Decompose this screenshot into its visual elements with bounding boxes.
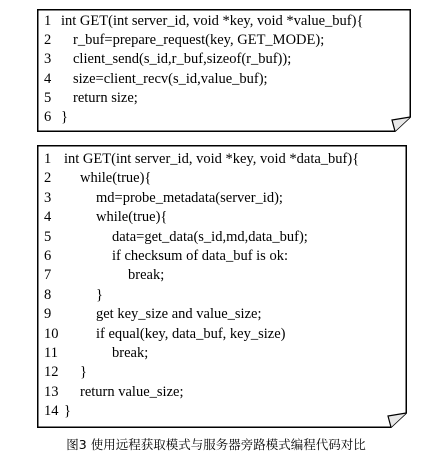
line-number: 8 (44, 286, 52, 303)
code-text: } (80, 364, 87, 381)
code-listing-remote-fetch (37, 9, 411, 132)
code-text: size=client_recv(s_id,value_buf); (73, 70, 268, 87)
code-text: } (96, 286, 103, 303)
code-text: data=get_data(s_id,md,data_buf); (112, 228, 308, 245)
line-number: 13 (44, 383, 59, 400)
line-number: 5 (44, 228, 52, 245)
line-number: 2 (44, 32, 52, 49)
line-number: 12 (44, 364, 59, 381)
code-text: break; (112, 345, 149, 361)
line-number: 3 (44, 51, 52, 68)
code-text: int GET(int server_id, void *key, void *value_buf){ (61, 13, 364, 29)
line-number: 6 (44, 248, 52, 264)
line-number: 11 (44, 345, 58, 361)
code-text: int GET(int server_id, void *key, void *data_buf){ (64, 151, 360, 167)
code-text: return size; (73, 89, 138, 106)
code-text: while(true){ (96, 209, 168, 226)
code-text: r_buf=prepare_request(key, GET_MODE); (73, 32, 325, 49)
figure-caption: 图3 使用远程获取模式与服务器旁路模式编程代码对比 (66, 437, 366, 452)
line-number: 6 (44, 109, 52, 125)
code-text: return value_size; (80, 383, 184, 400)
code-text: get key_size and value_size; (96, 306, 262, 323)
line-number: 1 (44, 151, 52, 167)
code-text: client_send(s_id,r_buf,sizeof(r_buf)); (73, 51, 292, 68)
code-text: while(true){ (80, 170, 152, 187)
line-number: 9 (44, 306, 52, 323)
line-number: 2 (44, 170, 52, 187)
code-text: if equal(key, data_buf, key_size) (96, 325, 286, 342)
code-listing-server-bypass (37, 145, 407, 428)
line-number: 1 (44, 13, 52, 29)
line-number: 5 (44, 89, 52, 106)
line-number: 4 (44, 209, 52, 226)
code-text: md=probe_metadata(server_id); (96, 189, 283, 206)
code-text: } (61, 109, 68, 125)
code-text: } (64, 403, 71, 420)
line-number: 4 (44, 70, 52, 87)
line-number: 3 (44, 189, 52, 206)
line-number: 14 (44, 403, 59, 420)
line-number: 10 (44, 325, 59, 342)
code-text: break; (128, 267, 165, 284)
line-number: 7 (44, 267, 52, 284)
code-text: if checksum of data_buf is ok: (112, 248, 288, 264)
